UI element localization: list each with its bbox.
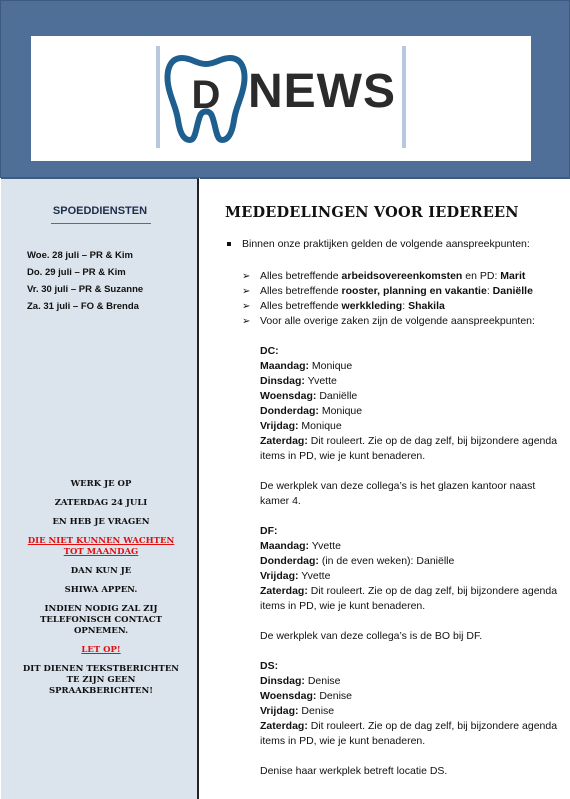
contact-prefix: Alles betreffende — [260, 270, 342, 282]
day-row — [260, 539, 564, 554]
day-label: Dinsdag: — [260, 375, 305, 387]
contact-name: Daniëlle — [492, 285, 533, 297]
notice-warning: LET OP! — [81, 645, 121, 655]
location-dc — [222, 344, 564, 509]
contact-prefix: Alles betreffende — [260, 300, 342, 312]
day-contact: Dit rouleert. Zie op de dag zelf, bij bijzondere agenda items in PD, wie je kunt benaderen. — [260, 585, 558, 612]
day-contact: Monique — [298, 420, 342, 432]
square-bullet-icon — [227, 242, 231, 246]
day-row — [260, 374, 564, 389]
main-content — [200, 178, 570, 799]
location-label: DC: — [260, 345, 279, 357]
contact-name: Marit — [500, 270, 526, 282]
arrow-bullet-icon: ➢ — [242, 286, 251, 297]
day-contact: Dit rouleert. Zie op de dag zelf, bij bijzondere agenda items in PD, wie je kunt benaderen. — [260, 435, 558, 462]
newsletter-header — [0, 0, 570, 178]
day-row — [260, 389, 564, 404]
announcement-body — [222, 237, 564, 794]
day-contact: Daniëlle — [316, 390, 358, 402]
logo-letter: D — [191, 73, 221, 117]
day-row — [260, 434, 564, 464]
page-title: MEDEDELINGEN VOOR IEDEREEN — [225, 204, 519, 221]
intro-bullet — [222, 237, 564, 252]
day-label: Woensdag: — [260, 690, 317, 702]
contact-item — [242, 299, 564, 314]
schedule-item: Vr. 30 juli – PR & Suzanne — [27, 284, 144, 295]
day-label: Zaterdag: — [260, 585, 308, 597]
workplace-note: De werkplek van deze collega’s is het glazen kantoor naast kamer 4. — [260, 480, 536, 507]
contact-mid: : — [486, 285, 493, 297]
notice-line: DIT DIENEN TEKSTBERICHTEN TE ZIJN GEEN SPRAAKBERICHTEN! — [22, 664, 180, 696]
notice-line: EN HEB JE VRAGEN — [52, 517, 150, 527]
day-row — [260, 584, 564, 614]
day-contact: Denise — [298, 705, 335, 717]
location-label: DF: — [260, 525, 278, 537]
contact-prefix: Alles betreffende — [260, 285, 342, 297]
contact-name: Shakila — [408, 300, 445, 312]
d-news-logo — [160, 46, 402, 148]
day-label: Vrijdag: — [260, 570, 299, 582]
arrow-bullet-icon: ➢ — [242, 316, 251, 327]
day-label: Woensdag: — [260, 390, 317, 402]
day-label: Donderdag: — [260, 405, 319, 417]
sidebar-title: SPOEDDIENSTEN — [52, 205, 148, 217]
day-label: Vrijdag: — [260, 420, 299, 432]
day-row — [260, 419, 564, 434]
contact-topic: arbeidsovereenkomsten — [341, 270, 463, 282]
logo-frame — [156, 46, 406, 148]
day-row — [260, 674, 564, 689]
contact-topic: werkkleding — [341, 300, 403, 312]
day-row — [260, 404, 564, 419]
sidebar-title-rule — [51, 223, 151, 224]
contact-item — [242, 314, 564, 329]
day-label: Maandag: — [260, 360, 310, 372]
schedule-item: Za. 31 juli – FO & Brenda — [27, 301, 139, 312]
day-contact: Denise — [316, 690, 353, 702]
contact-mid: : — [402, 300, 409, 312]
day-label: Zaterdag: — [260, 720, 308, 732]
day-row — [260, 554, 564, 569]
day-label: Maandag: — [260, 540, 310, 552]
workplace-note: Denise haar werkplek betreft locatie DS. — [260, 765, 448, 777]
day-contact: Denise — [304, 675, 341, 687]
day-row — [260, 569, 564, 584]
location-label: DS: — [260, 660, 279, 672]
notice-line: SHIWA APPEN. — [64, 585, 138, 595]
location-df — [222, 524, 564, 644]
day-label: Donderdag: — [260, 555, 319, 567]
contact-item — [242, 269, 564, 284]
contact-topic: rooster, planning en vakantie — [341, 285, 487, 297]
day-contact: Yvette — [309, 540, 341, 552]
contact-mid: en PD: — [462, 270, 501, 282]
emergency-schedule — [27, 247, 143, 315]
schedule-item: Do. 29 juli – PR & Kim — [27, 267, 126, 278]
location-ds — [222, 659, 564, 779]
day-label: Zaterdag: — [260, 435, 308, 447]
day-row — [260, 719, 564, 749]
logo-wordmark: NEWS — [248, 65, 396, 118]
day-row — [260, 689, 564, 704]
intro-text: Binnen onze praktijken gelden de volgende aanspreekpunten: — [242, 238, 530, 250]
sidebar — [1, 178, 199, 799]
schedule-item: Woe. 28 juli – PR & Kim — [27, 250, 133, 261]
other-contacts-text: Voor alle overige zaken zijn de volgende aanspreekpunten: — [260, 315, 535, 327]
day-label: Dinsdag: — [260, 675, 305, 687]
notice-line: INDIEN NODIG ZAL ZIJ TELEFONISCH CONTACT OPNEMEN. — [40, 604, 162, 636]
day-contact: Monique — [318, 405, 363, 417]
arrow-bullet-icon: ➢ — [242, 301, 251, 312]
tooth-icon — [162, 50, 250, 144]
day-contact: Dit rouleert. Zie op de dag zelf, bij bijzondere agenda items in PD, wie je kunt benaderen. — [260, 720, 558, 747]
contact-item — [242, 284, 564, 299]
day-contact: (in de even weken): Daniëlle — [318, 555, 455, 567]
day-row — [260, 704, 564, 719]
header-panel — [31, 36, 531, 161]
saturday-notice — [21, 479, 181, 705]
day-contact: Yvette — [304, 375, 337, 387]
workplace-note: De werkplek van deze collega’s is de BO bij DF. — [260, 630, 483, 642]
notice-line: WERK JE OP — [70, 479, 132, 489]
notice-red-line: DIE NIET KUNNEN WACHTEN TOT MAANDAG — [27, 536, 175, 557]
day-row — [260, 359, 564, 374]
day-label: Vrijdag: — [260, 705, 299, 717]
day-contact: Monique — [309, 360, 353, 372]
notice-line: ZATERDAG 24 JULI — [54, 498, 148, 508]
notice-line: DAN KUN JE — [70, 566, 132, 576]
day-contact: Yvette — [298, 570, 331, 582]
contact-list — [222, 269, 564, 329]
arrow-bullet-icon: ➢ — [242, 271, 251, 282]
